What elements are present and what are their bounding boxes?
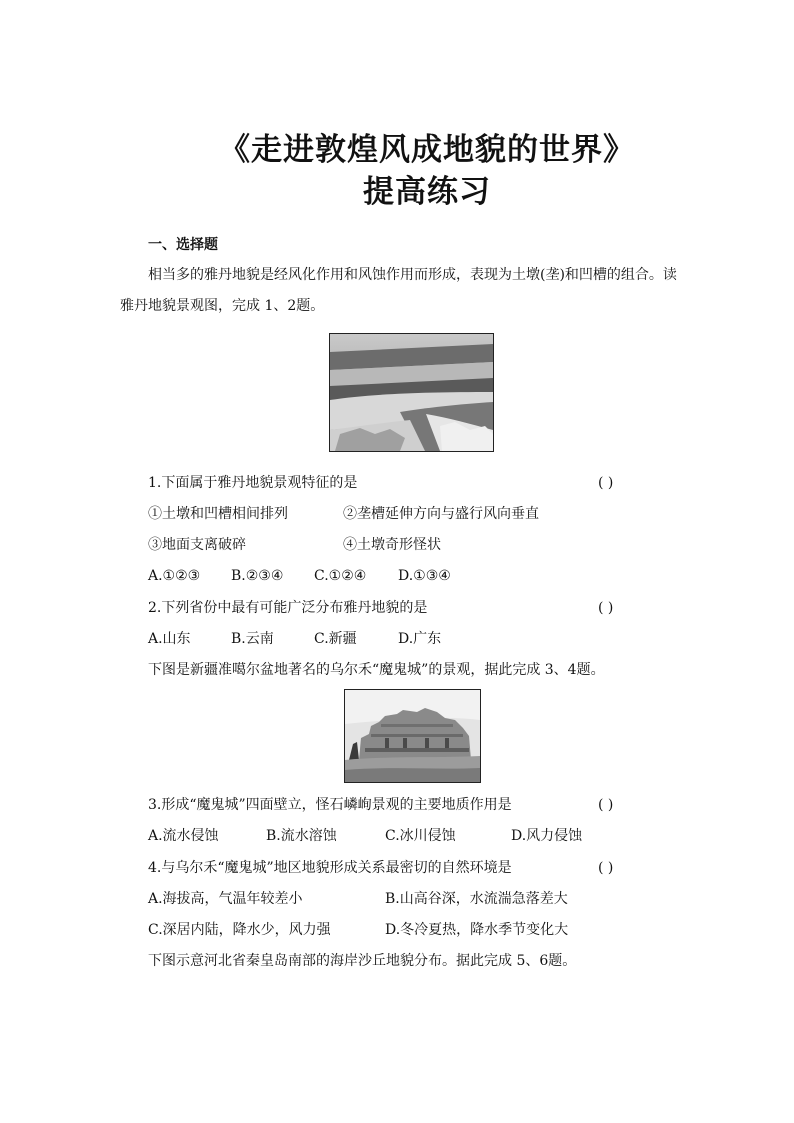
q1-answer-paren: ( ) bbox=[598, 475, 614, 491]
yardang-landscape-photo bbox=[329, 333, 494, 452]
q4-answer-paren: ( ) bbox=[598, 860, 614, 876]
q3-stem: 3.形成“魔鬼城”四面壁立，怪石嶙峋景观的主要地质作用是 bbox=[148, 797, 512, 813]
q2-answer-paren: ( ) bbox=[598, 600, 614, 616]
q1-option-c: C.①②④ bbox=[314, 568, 367, 584]
intro-paragraph-2: 下图是新疆准噶尔盆地著名的乌尔禾“魔鬼城”的景观，据此完成 3、4题。 bbox=[148, 662, 605, 678]
devil-city-photo bbox=[344, 689, 481, 783]
intro-paragraph-line2: 雅丹地貌景观图，完成 1、2题。 bbox=[120, 298, 325, 314]
q4-option-a: A.海拔高，气温年较差小 bbox=[148, 891, 303, 907]
q4-option-d: D.冬冷夏热，降水季节变化大 bbox=[385, 922, 569, 938]
page-subtitle: 提高练习 bbox=[363, 174, 491, 210]
q2-option-a: A.山东 bbox=[148, 631, 191, 647]
q3-option-d: D.风力侵蚀 bbox=[511, 828, 583, 844]
q1-stem: 1.下面属于雅丹地貌景观特征的是 bbox=[148, 475, 358, 491]
q1-option-a: A.①②③ bbox=[148, 568, 201, 584]
q4-stem: 4.与乌尔禾“魔鬼城”地区地貌形成关系最密切的自然环境是 bbox=[148, 860, 512, 876]
intro-paragraph-line1: 相当多的雅丹地貌是经风化作用和风蚀作用而形成，表现为土墩(垄)和凹槽的组合。读 bbox=[148, 267, 677, 283]
q1-option-d: D.①③④ bbox=[398, 568, 451, 584]
q3-option-a: A.流水侵蚀 bbox=[148, 828, 219, 844]
q3-answer-paren: ( ) bbox=[598, 797, 614, 813]
q1-statement-2: ②垄槽延伸方向与盛行风向垂直 bbox=[343, 506, 539, 522]
q4-option-b: B.山高谷深，水流湍急落差大 bbox=[385, 891, 568, 907]
intro-paragraph-3: 下图示意河北省秦皇岛南部的海岸沙丘地貌分布。据此完成 5、6题。 bbox=[148, 953, 577, 969]
q1-statement-3: ③地面支离破碎 bbox=[148, 537, 246, 553]
q1-statement-4: ④土墩奇形怪状 bbox=[343, 537, 441, 553]
section-heading: 一、选择题 bbox=[148, 237, 218, 253]
q2-stem: 2.下列省份中最有可能广泛分布雅丹地貌的是 bbox=[148, 600, 428, 616]
q3-option-b: B.流水溶蚀 bbox=[266, 828, 337, 844]
q3-option-c: C.冰川侵蚀 bbox=[385, 828, 456, 844]
q2-option-b: B.云南 bbox=[231, 631, 274, 647]
q2-option-c: C.新疆 bbox=[314, 631, 357, 647]
q2-option-d: D.广东 bbox=[398, 631, 442, 647]
q4-option-c: C.深居内陆，降水少，风力强 bbox=[148, 922, 331, 938]
q1-statement-1: ①土墩和凹槽相间排列 bbox=[148, 506, 288, 522]
page-title: 《走进敦煌风成地貌的世界》 bbox=[219, 132, 635, 168]
q1-option-b: B.②③④ bbox=[231, 568, 284, 584]
